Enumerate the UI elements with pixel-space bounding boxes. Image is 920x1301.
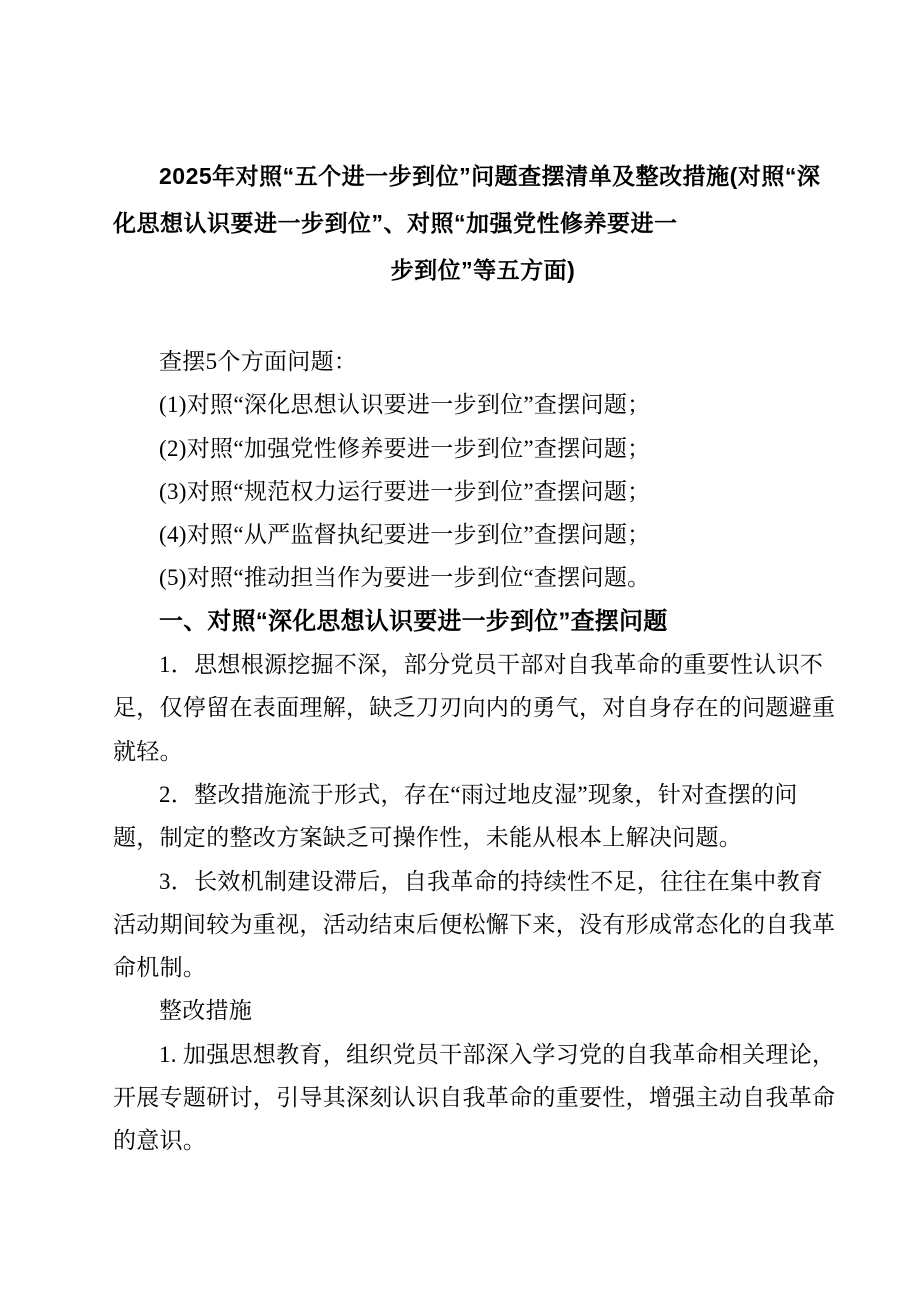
document-title xyxy=(113,153,853,294)
overview-item-5: (5)对照“推动担当作为要进一步到位“查摆问题。 xyxy=(159,565,651,591)
measure-1-line-2: 开展专题研讨，引导其深刻认识自我革命的重要性，增强主动自我革命 xyxy=(113,1085,836,1111)
document-body xyxy=(113,340,853,1163)
measure-1-line-1: 1. 加强思想教育，组织党员干部深入学习党的自我革命相关理论， xyxy=(159,1041,836,1067)
overview-item-2: (2)对照“加强党性修养要进一步到位”查摆问题； xyxy=(159,435,651,461)
problem-3-paragraph xyxy=(113,860,853,990)
problem-2-line-1: 2．整改措施流于形式，存在“雨过地皮湿”现象，针对查摆的问 xyxy=(159,781,798,807)
title-line-2: 化思想认识要进一步到位”、对照“加强党性修养要进一 xyxy=(113,210,678,236)
problem-1-line-3: 就轻。 xyxy=(113,738,183,764)
document-content xyxy=(113,153,853,1163)
measure-1-line-3: 的意识。 xyxy=(113,1128,207,1154)
problem-1-line-1: 1．思想根源挖掘不深，部分党员干部对自我革命的重要性认识不 xyxy=(159,652,824,678)
overview-item-3: (3)对照“规范权力运行要进一步到位”查摆问题； xyxy=(159,478,651,504)
problem-2-line-2: 题，制定的整改方案缺乏可操作性，未能从根本上解决问题。 xyxy=(113,825,743,851)
measure-1-paragraph xyxy=(113,1033,853,1163)
problem-3-line-1: 3．长效机制建设滞后，自我革命的持续性不足，往往在集中教育 xyxy=(159,868,824,894)
title-line-1: 2025年对照“五个进一步到位”问题查摆清单及整改措施(对照“深 xyxy=(159,163,821,189)
problem-3-line-3: 命机制。 xyxy=(113,955,207,981)
overview-item-4: (4)对照“从严监督执纪要进一步到位”查摆问题； xyxy=(159,522,651,548)
measures-heading: 整改措施 xyxy=(159,998,253,1024)
title-line-3: 步到位”等五方面) xyxy=(390,257,576,283)
overview-item-1: (1)对照“深化思想认识要进一步到位”查摆问题； xyxy=(159,392,651,418)
section-1-heading: 一、对照“深化思想认识要进一步到位”查摆问题 xyxy=(159,607,668,635)
problem-2-paragraph xyxy=(113,773,853,860)
problem-3-line-2: 活动期间较为重视，活动结束后便松懈下来，没有形成常态化的自我革 xyxy=(113,911,836,937)
intro-line: 查摆5个方面问题： xyxy=(159,349,358,374)
problem-1-paragraph xyxy=(113,643,853,773)
problem-1-line-2: 足，仅停留在表面理解，缺乏刀刃向内的勇气，对自身存在的问题避重 xyxy=(113,695,836,721)
